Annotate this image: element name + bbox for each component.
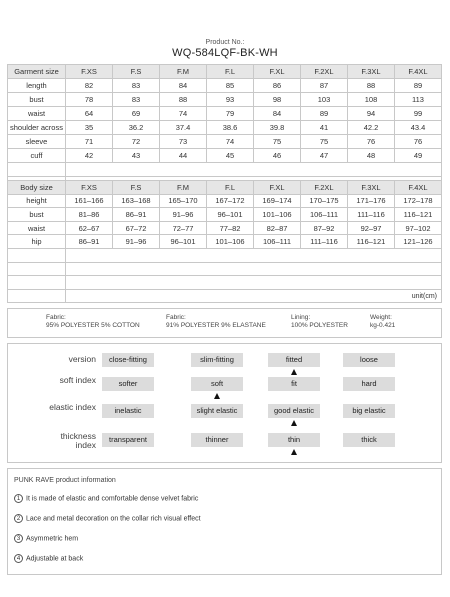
- feature-label: soft index: [59, 375, 96, 385]
- size-header: F.3XL: [348, 65, 395, 79]
- info-text: It is made of elastic and comfortable dense velvet fabric: [26, 495, 199, 503]
- size-value: 92–97: [348, 221, 395, 235]
- size-value: 37.4: [160, 121, 207, 135]
- size-header: F.L: [207, 65, 254, 79]
- size-value: 46: [254, 149, 301, 163]
- info-title: PUNK RAVE product information: [14, 477, 116, 484]
- size-header: F.XL: [254, 65, 301, 79]
- lining-label: Lining:: [291, 314, 311, 321]
- empty-cell: [66, 276, 442, 290]
- size-header: F.XL: [254, 181, 301, 195]
- row-label: waist: [8, 107, 66, 121]
- row-label: bust: [8, 93, 66, 107]
- empty-row: [8, 276, 442, 290]
- size-value: 82: [66, 79, 113, 93]
- empty-cell: [66, 248, 442, 262]
- size-value: 82–87: [254, 221, 301, 235]
- size-value: 86: [254, 79, 301, 93]
- size-value: 91–96: [113, 235, 160, 249]
- size-value: 121–126: [395, 235, 442, 249]
- row-label: bust: [8, 208, 66, 222]
- table-row: [8, 107, 442, 121]
- size-value: 67–72: [113, 221, 160, 235]
- size-value: 93: [207, 93, 254, 107]
- size-value: 101–106: [207, 235, 254, 249]
- size-value: 41: [301, 121, 348, 135]
- empty-cell: [8, 289, 66, 303]
- size-value: 77–82: [207, 221, 254, 235]
- body-size-title: Body size: [8, 181, 66, 195]
- feature-option: big elastic: [343, 404, 395, 418]
- size-value: 64: [66, 107, 113, 121]
- size-value: 89: [395, 79, 442, 93]
- size-value: 88: [348, 79, 395, 93]
- empty-cell: [8, 163, 66, 177]
- size-value: 85: [207, 79, 254, 93]
- empty-row: [8, 248, 442, 262]
- table-row: [8, 79, 442, 93]
- feature-option: close-fitting: [102, 353, 154, 367]
- size-header: F.4XL: [395, 65, 442, 79]
- info-text: Adjustable at back: [26, 555, 84, 563]
- size-value: 75: [254, 135, 301, 149]
- feature-option: slim-fitting: [191, 353, 243, 367]
- size-value: 84: [160, 79, 207, 93]
- info-number: 2: [14, 514, 23, 523]
- size-value: 43: [113, 149, 160, 163]
- size-value: 113: [395, 93, 442, 107]
- info-item: [14, 534, 78, 543]
- table-row: [8, 208, 442, 222]
- size-value: 71: [66, 135, 113, 149]
- size-header: F.3XL: [348, 181, 395, 195]
- table-row: [8, 235, 442, 249]
- row-label: shoulder across: [8, 121, 66, 135]
- size-value: 98: [254, 93, 301, 107]
- info-number: 1: [14, 494, 23, 503]
- size-header: F.M: [160, 181, 207, 195]
- fabric-2-value: 91% POLYESTER 9% ELASTANE: [166, 322, 266, 329]
- size-value: 79: [207, 107, 254, 121]
- feature-option: transparent: [102, 433, 154, 447]
- size-value: 172–178: [395, 194, 442, 208]
- size-value: 169–174: [254, 194, 301, 208]
- size-header: F.S: [113, 65, 160, 79]
- size-value: 91–96: [160, 208, 207, 222]
- size-value: 88: [160, 93, 207, 107]
- fabric-1-value: 95% POLYESTER 5% COTTON: [46, 322, 140, 329]
- feature-option: good elastic: [268, 404, 320, 418]
- size-value: 78: [66, 93, 113, 107]
- size-value: 44: [160, 149, 207, 163]
- size-value: 111–116: [348, 208, 395, 222]
- size-value: 103: [301, 93, 348, 107]
- feature-option: thinner: [191, 433, 243, 447]
- size-value: 48: [348, 149, 395, 163]
- size-value: 45: [207, 149, 254, 163]
- row-label: waist: [8, 221, 66, 235]
- size-value: 36.2: [113, 121, 160, 135]
- size-value: 89: [301, 107, 348, 121]
- size-value: 47: [301, 149, 348, 163]
- row-label: height: [8, 194, 66, 208]
- size-value: 83: [113, 93, 160, 107]
- size-value: 62–67: [66, 221, 113, 235]
- info-item: [14, 514, 201, 523]
- empty-cell: [66, 163, 442, 177]
- weight-value: kg-0.421: [370, 322, 396, 329]
- size-value: 87: [301, 79, 348, 93]
- size-value: 161–166: [66, 194, 113, 208]
- size-header: F.2XL: [301, 65, 348, 79]
- fabric-info-box: [7, 308, 442, 338]
- feature-option: fit: [268, 377, 320, 391]
- size-value: 116–121: [348, 235, 395, 249]
- table-row: [8, 149, 442, 163]
- feature-index-box: [7, 343, 442, 463]
- size-header: F.4XL: [395, 181, 442, 195]
- feature-option: inelastic: [102, 404, 154, 418]
- selected-indicator-icon: [291, 449, 297, 455]
- size-value: 39.8: [254, 121, 301, 135]
- row-label: length: [8, 79, 66, 93]
- fabric-1-label: Fabric:: [46, 314, 66, 321]
- size-value: 73: [160, 135, 207, 149]
- row-label: sleeve: [8, 135, 66, 149]
- size-value: 75: [301, 135, 348, 149]
- empty-cell: [66, 262, 442, 276]
- size-value: 116–121: [395, 208, 442, 222]
- size-value: 86–91: [113, 208, 160, 222]
- size-value: 96–101: [160, 235, 207, 249]
- size-value: 49: [395, 149, 442, 163]
- size-value: 106–111: [301, 208, 348, 222]
- size-value: 97–102: [395, 221, 442, 235]
- garment-header-row: [8, 65, 442, 79]
- lining: [291, 314, 348, 330]
- size-value: 35: [66, 121, 113, 135]
- size-value: 72–77: [160, 221, 207, 235]
- size-value: 42.2: [348, 121, 395, 135]
- size-value: 42: [66, 149, 113, 163]
- table-row: [8, 135, 442, 149]
- size-value: 167–172: [207, 194, 254, 208]
- size-value: 43.4: [395, 121, 442, 135]
- info-text: Lace and metal decoration on the collar rich visual effect: [26, 515, 201, 523]
- size-value: 96–101: [207, 208, 254, 222]
- table-row: [8, 194, 442, 208]
- feature-option: thick: [343, 433, 395, 447]
- size-value: 106–111: [254, 235, 301, 249]
- fabric-2: [166, 314, 266, 330]
- size-value: 163–168: [113, 194, 160, 208]
- feature-option: soft: [191, 377, 243, 391]
- fabric-1: [46, 314, 140, 330]
- size-value: 38.6: [207, 121, 254, 135]
- size-value: 101–106: [254, 208, 301, 222]
- size-value: 111–116: [301, 235, 348, 249]
- weight: [370, 314, 395, 330]
- size-header: F.L: [207, 181, 254, 195]
- body-header-row: [8, 181, 442, 195]
- garment-size-table: [7, 64, 442, 191]
- empty-row: [8, 163, 442, 177]
- size-value: 94: [348, 107, 395, 121]
- product-number: WQ-584LQF-BK-WH: [172, 47, 278, 59]
- unit-row: [8, 289, 442, 303]
- feature-label: thickness index: [60, 431, 96, 450]
- size-value: 86–91: [66, 235, 113, 249]
- size-header: F.S: [113, 181, 160, 195]
- size-value: 81–86: [66, 208, 113, 222]
- empty-cell: [8, 276, 66, 290]
- size-value: 170–175: [301, 194, 348, 208]
- feature-option: fitted: [268, 353, 320, 367]
- feature-option: thin: [268, 433, 320, 447]
- feature-option: hard: [343, 377, 395, 391]
- size-value: 87–92: [301, 221, 348, 235]
- info-item: [14, 554, 83, 563]
- size-header: F.XS: [66, 65, 113, 79]
- size-value: 76: [395, 135, 442, 149]
- size-value: 69: [113, 107, 160, 121]
- size-value: 74: [160, 107, 207, 121]
- unit-label: unit(cm): [66, 289, 442, 303]
- feature-option: softer: [102, 377, 154, 391]
- feature-label: elastic index: [49, 402, 96, 412]
- info-item: [14, 494, 198, 503]
- lining-value: 100% POLYESTER: [291, 322, 348, 329]
- empty-cell: [8, 248, 66, 262]
- info-text: Asymmetric hem: [26, 535, 79, 543]
- product-number-label: Product No.:: [205, 39, 245, 46]
- size-value: 165–170: [160, 194, 207, 208]
- body-size-table: [7, 180, 442, 303]
- size-value: 108: [348, 93, 395, 107]
- empty-row: [8, 262, 442, 276]
- feature-option: slight elastic: [191, 404, 243, 418]
- table-row: [8, 121, 442, 135]
- product-information-box: [7, 468, 442, 575]
- selected-indicator-icon: [214, 393, 220, 399]
- row-label: cuff: [8, 149, 66, 163]
- weight-label: Weight:: [370, 314, 392, 321]
- size-value: 84: [254, 107, 301, 121]
- garment-size-title: Garment size: [8, 65, 66, 79]
- empty-cell: [8, 262, 66, 276]
- selected-indicator-icon: [291, 420, 297, 426]
- size-header: F.2XL: [301, 181, 348, 195]
- size-value: 74: [207, 135, 254, 149]
- size-header: F.M: [160, 65, 207, 79]
- row-label: hip: [8, 235, 66, 249]
- size-value: 171–176: [348, 194, 395, 208]
- feature-option: loose: [343, 353, 395, 367]
- selected-indicator-icon: [291, 369, 297, 375]
- size-value: 72: [113, 135, 160, 149]
- size-value: 99: [395, 107, 442, 121]
- fabric-2-label: Fabric:: [166, 314, 186, 321]
- info-number: 4: [14, 554, 23, 563]
- size-value: 76: [348, 135, 395, 149]
- info-number: 3: [14, 534, 23, 543]
- size-value: 83: [113, 79, 160, 93]
- table-row: [8, 93, 442, 107]
- table-row: [8, 221, 442, 235]
- size-header: F.XS: [66, 181, 113, 195]
- feature-label: version: [68, 354, 96, 364]
